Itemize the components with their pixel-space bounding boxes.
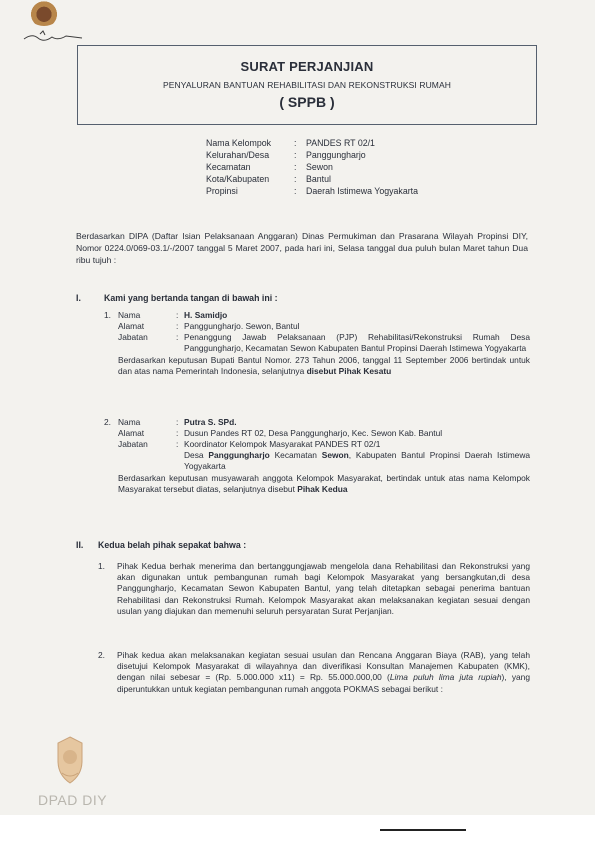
party-one-note: Berdasarkan keputusan Bupati Bantul Nomor. 273 Tahun 2006, tanggal 11 September 2006 bertindak untuk dan atas nama Pemerintah Indonesia, selanjutnya disebut Pihak Kesatu xyxy=(118,355,530,376)
party-two-note: Berdasarkan keputusan musyawarah anggota Kelompok Masyarakat, bertindak untuk atas nama Kelompok Masyarakat tersebut diatas, selanjutnya disebut Pihak Kedua xyxy=(118,473,530,494)
section-heading: Kami yang bertanda tangan di bawah ini : xyxy=(104,293,278,303)
party-two-address: Dusun Pandes RT 02, Desa Panggungharjo, Kec. Sewon Kab. Bantul xyxy=(184,428,443,438)
section-number: I. xyxy=(76,293,81,303)
intro-paragraph: Berdasarkan DIPA (Daftar Isian Pelaksanaan Anggaran) Dinas Permukiman dan Prasarana Wilayah Propinsi DIY, Nomor 0224.0/069-03.1/-/2007 tanggal 5 Maret 2007, pada hari ini, Selasa tanggal dua puluh bulan Maret tahun Dua ribu tujuh : xyxy=(76,231,528,265)
document-code: ( SPPB ) xyxy=(279,94,335,110)
stamp-icon xyxy=(28,0,60,26)
section-heading: Kedua belah pihak sepakat bahwa : xyxy=(98,540,247,550)
clause-2: 2. Pihak kedua akan melaksanakan kegiatan sesuai usulan dan Rencana Anggaran Biaya (RAB), yang telah disetujui Kelompok Masyarakat di wilayahnya dan diverifikasi Konsultan Manajemen Kabupaten (KMK), dengan nilai sebesar = (Rp. 5.000.000 x11) = Rp. 55.000.000,00 (Lima puluh lima juta rupiah), yang diperuntukkan untuk kegiatan pembangunan rumah anggota POKMAS sebagai berikut : xyxy=(98,650,531,694)
group-info xyxy=(206,137,418,197)
section-number: II. xyxy=(76,540,84,550)
handwritten-mark-icon xyxy=(22,30,84,44)
document-subtitle: PENYALURAN BANTUAN REHABILITASI DAN REKONSTRUKSI RUMAH xyxy=(163,80,451,90)
party-one: 1. Nama : H. Samidjo Alamat : Panggungharjo. Sewon, Bantul Jabatan : Penanggung Jawab Pelaksanaan (PJP) Rehabilitasi/Rekonstruksi Rumah Desa Panggungharjo, Kecamatan Sewon Kabupaten Bantul Propinsi Daerah Istimewa Yogyakarta Berdasarkan keputusan Bupati Bantul Nomor. 273 Tahun 2006, tanggal 11 September 2006 bertindak untuk dan atas nama Pemerintah Indonesia, selanjutnya disebut Pihak Kesatu xyxy=(104,310,530,376)
document-title: SURAT PERJANJIAN xyxy=(240,59,374,74)
info-row: Kelurahan/Desa : Panggungharjo xyxy=(206,150,366,160)
watermark: DPAD DIY xyxy=(38,792,108,808)
party-two-name: Putra S. SPd. xyxy=(184,417,237,427)
party-one-address: Panggungharjo. Sewon, Bantul xyxy=(184,321,300,331)
party-two: 2. Nama : Putra S. SPd. Alamat : Dusun Pandes RT 02, Desa Panggungharjo, Kec. Sewon Kab. Bantul Jabatan : Koordinator Kelompok Masyarakat PANDES RT 02/1 Desa Panggungharjo Kecamatan Sewon, Kabupaten Bantul Propinsi Daerah Istimewa Yogyakarta Berdasarkan keputusan musyawarah anggota Kelompok Masyarakat, bertindak untuk atas nama Kelompok Masyarakat tersebut diatas, selanjutnya disebut Pihak Kedua xyxy=(104,417,531,494)
bottom-rule xyxy=(380,829,466,831)
seal-icon xyxy=(52,735,88,787)
info-row: Nama Kelompok : PANDES RT 02/1 xyxy=(206,138,375,148)
info-row: Propinsi : Daerah Istimewa Yogyakarta xyxy=(206,186,418,196)
party-one-position: Penanggung Jawab Pelaksanaan (PJP) Rehabilitasi/Rekonstruksi Rumah Desa Panggungharjo, Kecamatan Sewon Kabupaten Bantul Propinsi Daerah Istimewa Yogyakarta xyxy=(184,332,530,353)
clause-1: 1. Pihak Kedua berhak menerima dan bertanggungjawab mengelola dana Rehabilitasi dan Rekonstruksi yang akan digunakan untuk pembangunan rumah bagi Kelompok Masyarakat yang bersangkutan,di desa Panggungharjo, Kecamatan Sewon Kabupaten Bantul, yang telah ditetapkan sebagai penerima bantuan Rehabilitasi dan Rekonstruksi Rumah. Kelompok Masyarakat akan melaksanakan kegiatan sesuai dengan usulan yang diajukan dan memenuhi seluruh persyaratan Surat Perjanjian. xyxy=(98,561,530,616)
info-row: Kecamatan : Sewon xyxy=(206,162,333,172)
info-row: Kota/Kabupaten : Bantul xyxy=(206,174,331,184)
party-two-position: Koordinator Kelompok Masyarakat PANDES RT 02/1 Desa Panggungharjo Kecamatan Sewon, Kabupaten Bantul Propinsi Daerah Istimewa Yogyakarta xyxy=(184,439,531,471)
party-one-name: H. Samidjo xyxy=(184,310,228,320)
title-box xyxy=(77,45,537,125)
page-bottom-margin xyxy=(0,815,595,842)
